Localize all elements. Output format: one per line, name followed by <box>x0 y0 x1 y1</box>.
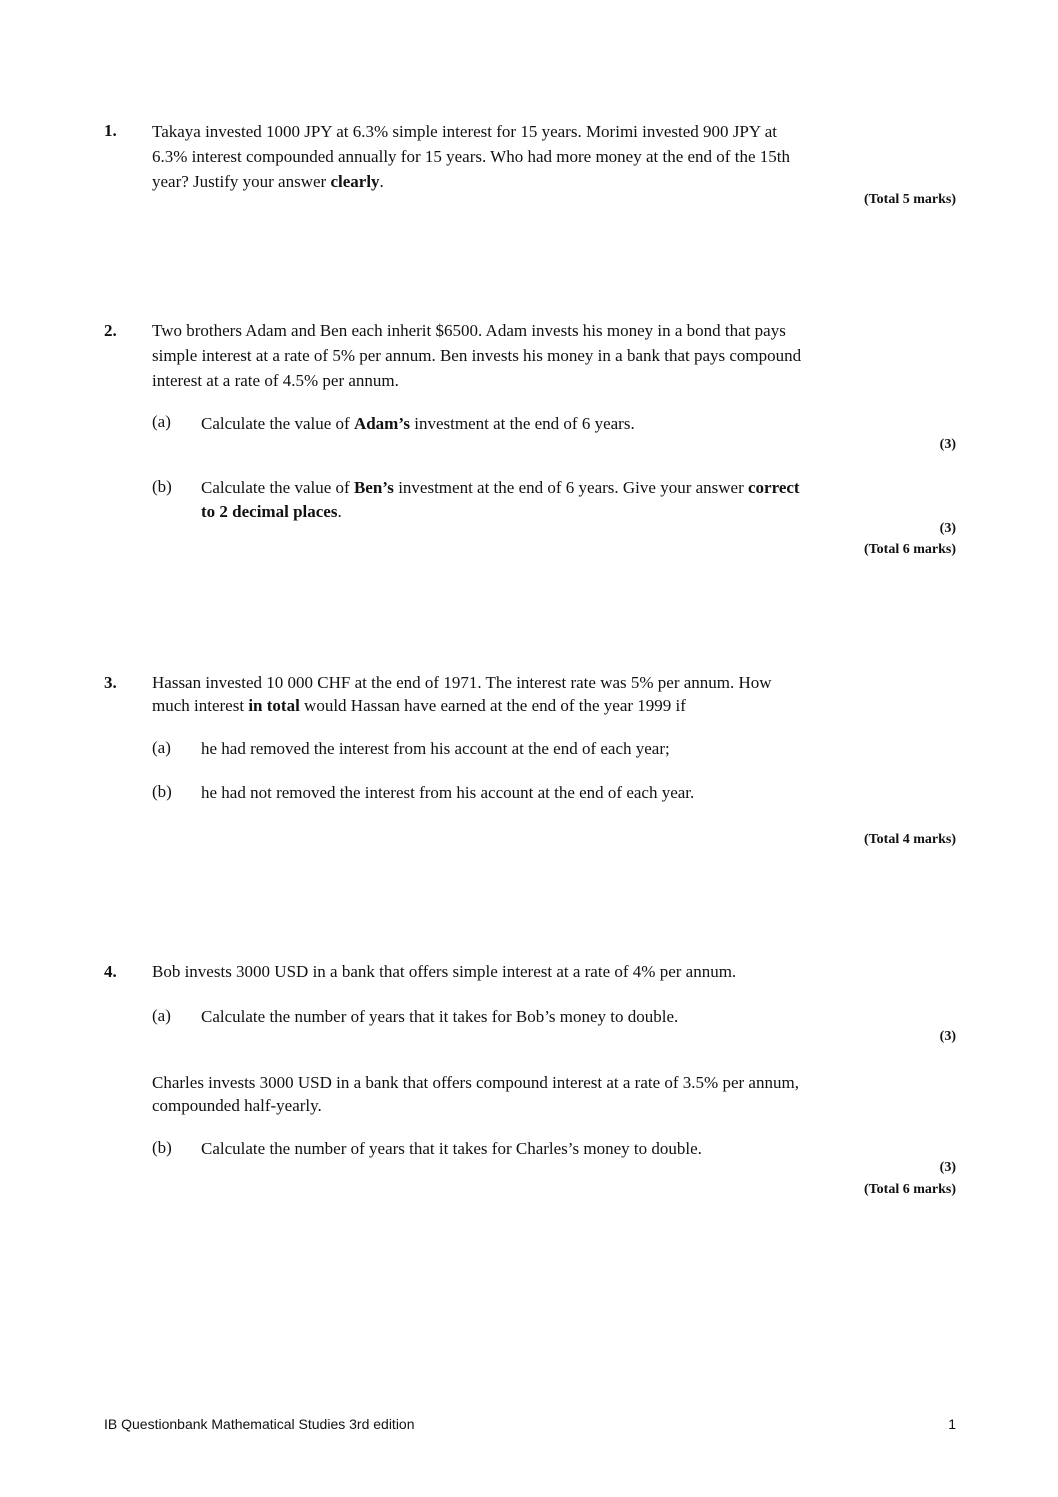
question-4a-label: (a) <box>152 1006 171 1025</box>
question-2b-marks: (3) <box>939 521 956 536</box>
question-4b-text: Calculate the number of years that it takes for Charles’s money to double. <box>201 1139 702 1158</box>
question-2-total-marks: (Total 6 marks) <box>863 542 956 557</box>
question-1-total-marks: (Total 5 marks) <box>863 192 956 207</box>
question-2-number: 2. <box>104 321 117 340</box>
footer-page-number: 1 <box>948 1416 956 1432</box>
question-2-line-3: interest at a rate of 4.5% per annum. <box>152 371 399 390</box>
question-3-line-2: much interest in total would Hassan have earned at the end of the year 1999 if <box>152 696 686 715</box>
question-1-line-2: 6.3% interest compounded annually for 15 years. Who had more money at the end of the 15th <box>152 147 790 166</box>
question-4a-marks: (3) <box>939 1029 956 1044</box>
question-4-line-1: Bob invests 3000 USD in a bank that offers simple interest at a rate of 4% per annum. <box>152 962 737 981</box>
question-1-line-1: Takaya invested 1000 JPY at 6.3% simple interest for 15 years. Morimi invested 900 JPY at <box>152 122 778 141</box>
question-3-line-1: Hassan invested 10 000 CHF at the end of 1971. The interest rate was 5% per annum. How <box>152 673 772 692</box>
question-3-number: 3. <box>104 673 117 692</box>
question-4a-text: Calculate the number of years that it takes for Bob’s money to double. <box>201 1007 679 1026</box>
question-2b-text-line-1: Calculate the value of Ben’s investment at the end of 6 years. Give your answer correct <box>201 478 800 497</box>
question-4-total-marks: (Total 6 marks) <box>863 1182 956 1197</box>
question-3b-text: he had not removed the interest from his account at the end of each year. <box>201 783 695 802</box>
question-3a-label: (a) <box>152 738 171 757</box>
question-3b-label: (b) <box>152 782 172 801</box>
question-2-line-1: Two brothers Adam and Ben each inherit $6500. Adam invests his money in a bond that pays <box>152 321 786 340</box>
question-1-line-3: year? Justify your answer clearly. <box>152 172 384 191</box>
question-4-interlude-line-1: Charles invests 3000 USD in a bank that offers compound interest at a rate of 3.5% per annum, <box>152 1073 799 1092</box>
question-4-number: 4. <box>104 962 117 981</box>
question-1-number: 1. <box>104 121 117 140</box>
question-3a-text: he had removed the interest from his account at the end of each year; <box>201 739 670 758</box>
question-2a-marks: (3) <box>939 437 956 452</box>
question-2a-label: (a) <box>152 412 171 431</box>
question-2b-text-line-2: to 2 decimal places. <box>201 502 342 521</box>
question-2b-label: (b) <box>152 477 172 496</box>
question-4b-label: (b) <box>152 1138 172 1157</box>
question-3-total-marks: (Total 4 marks) <box>863 832 956 847</box>
question-4-interlude-line-2: compounded half-yearly. <box>152 1096 322 1115</box>
emphasis-clearly: clearly <box>330 172 380 191</box>
question-2-line-2: simple interest at a rate of 5% per annum. Ben invests his money in a bank that pays compound <box>152 346 802 365</box>
question-2a-text: Calculate the value of Adam’s investment at the end of 6 years. <box>201 414 635 433</box>
question-4b-marks: (3) <box>939 1160 956 1175</box>
emphasis-in-total: in total <box>248 696 300 715</box>
footer-title: IB Questionbank Mathematical Studies 3rd edition <box>104 1416 415 1432</box>
